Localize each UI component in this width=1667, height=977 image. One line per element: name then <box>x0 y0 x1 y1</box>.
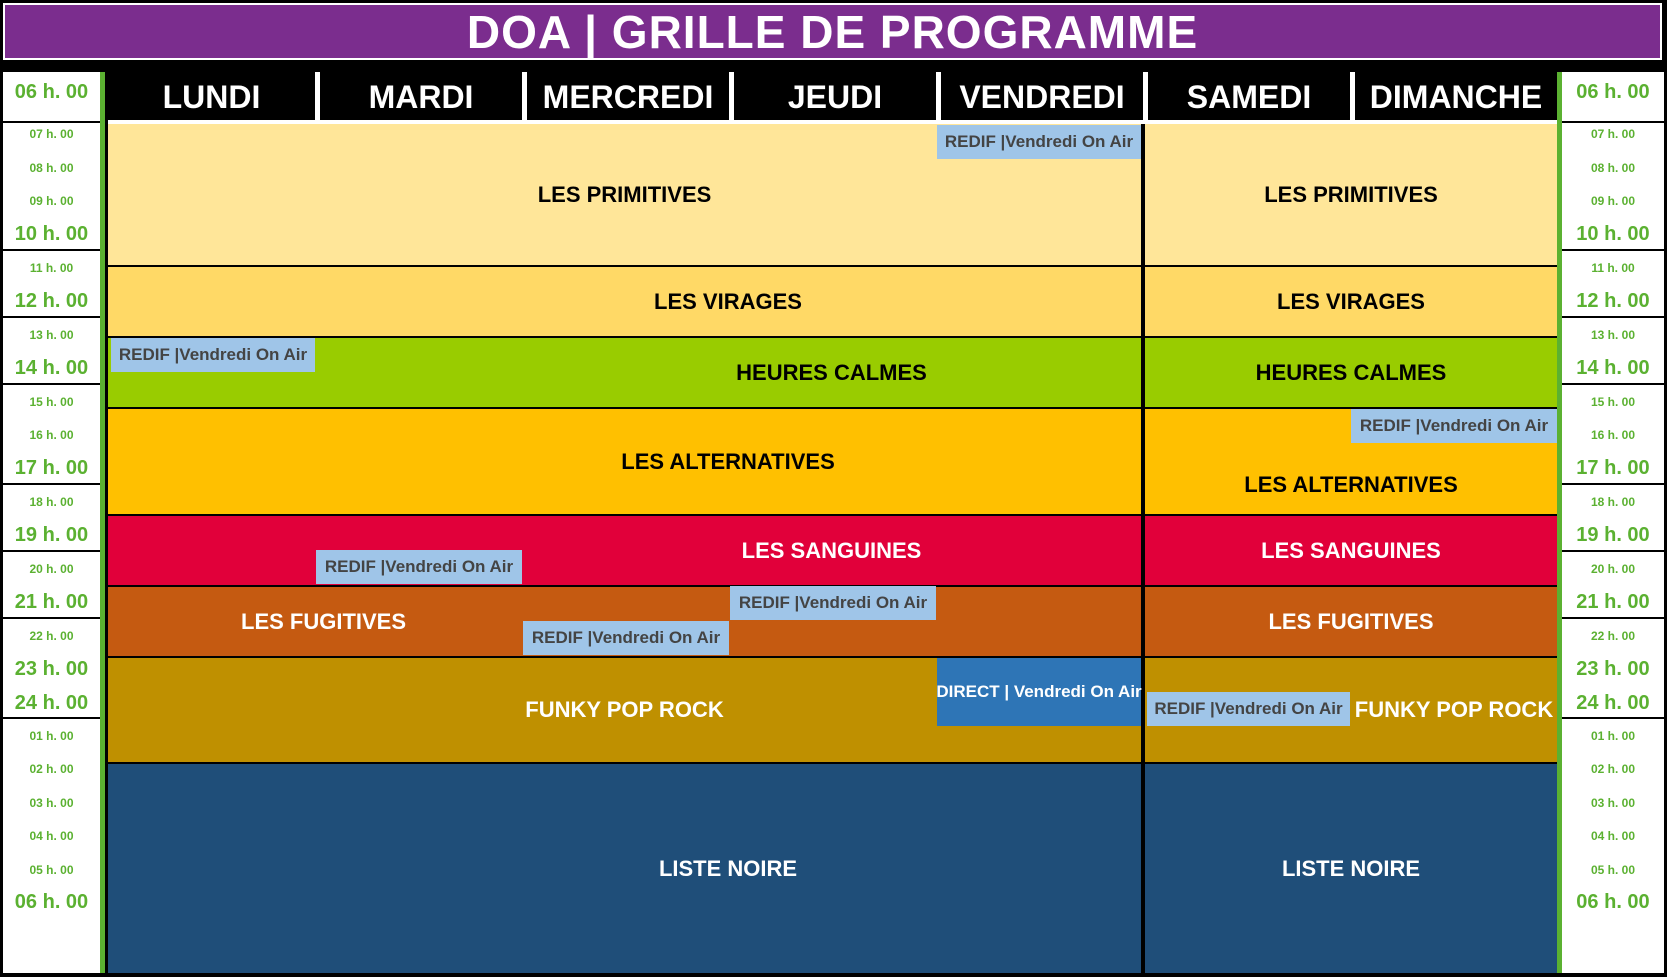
time-label: 17 h. 00 <box>14 457 89 479</box>
time-label: 04 h. 00 <box>29 829 74 843</box>
redif-lundi-13h[interactable] <box>111 338 315 372</box>
time-label: 08 h. 00 <box>1590 161 1636 175</box>
time-label: 19 h. 00 <box>14 524 89 546</box>
program-label: LES FUGITIVES <box>1268 608 1434 634</box>
program-label: FUNKY POP ROCK <box>525 697 724 722</box>
time-label: 10 h. 00 <box>1576 223 1650 245</box>
direct-vendredi-on-air[interactable] <box>937 658 1141 726</box>
time-label: 10 h. 00 <box>14 223 89 245</box>
program-label: HEURES CALMES <box>1255 359 1447 385</box>
time-label: 05 h. 00 <box>1590 863 1636 877</box>
time-label: 18 h. 00 <box>29 495 74 509</box>
time-label: 11 h. 00 <box>1591 261 1635 275</box>
time-label: 15 h. 00 <box>1590 395 1636 409</box>
time-label: 13 h. 00 <box>1590 328 1636 342</box>
redif-label: REDIF |Vendredi On Air <box>738 593 928 612</box>
program-liste-noire-weekend[interactable] <box>1145 764 1557 973</box>
time-divider <box>1562 617 1664 619</box>
program-liste-noire-weekday[interactable] <box>108 764 1141 973</box>
time-label: 16 h. 00 <box>1590 428 1636 442</box>
day-header-label: SAMEDI <box>1186 79 1312 115</box>
program-les-sanguines-weekday[interactable] <box>108 516 1141 587</box>
program-les-primitives-weekend[interactable] <box>1145 124 1557 267</box>
time-label: 18 h. 00 <box>1590 495 1636 509</box>
time-label: 23 h. 00 <box>1576 658 1650 680</box>
day-header-label: LUNDI <box>162 79 261 115</box>
time-label: 03 h. 00 <box>1590 796 1636 810</box>
time-divider <box>3 316 100 318</box>
program-label: HEURES CALMES <box>736 359 927 385</box>
day-header-label: DIMANCHE <box>1369 79 1543 115</box>
time-label: 07 h. 00 <box>1590 127 1636 141</box>
program-label: LES PRIMITIVES <box>537 181 712 207</box>
day-header-mardi <box>320 72 522 123</box>
time-label: 04 h. 00 <box>1590 829 1636 843</box>
time-label: 24 h. 00 <box>1576 692 1650 714</box>
time-divider <box>3 717 100 719</box>
program-label: LES ALTERNATIVES <box>621 448 835 474</box>
time-divider <box>1562 249 1664 251</box>
time-column-left <box>3 72 105 973</box>
time-label: 24 h. 00 <box>14 692 89 714</box>
direct-label: DIRECT | Vendredi On Air <box>936 682 1142 701</box>
time-label: 23 h. 00 <box>14 658 89 680</box>
program-les-virages-weekday[interactable] <box>108 267 1141 338</box>
weekend-separator <box>1141 124 1145 973</box>
program-label: LES SANGUINES <box>1261 537 1441 563</box>
program-label: LES PRIMITIVES <box>1264 181 1438 207</box>
time-label: 07 h. 00 <box>29 127 74 141</box>
day-header-label: MARDI <box>368 79 474 115</box>
time-divider <box>3 483 100 485</box>
day-header-samedi <box>1148 72 1350 123</box>
time-label: 02 h. 00 <box>1590 762 1636 776</box>
time-label: 08 h. 00 <box>29 161 74 175</box>
time-divider <box>1562 717 1664 719</box>
redif-samedi-23h[interactable] <box>1147 692 1350 726</box>
time-label: 01 h. 00 <box>1590 729 1636 743</box>
redif-label: REDIF |Vendredi On Air <box>118 345 308 364</box>
time-divider <box>3 617 100 619</box>
program-les-alternatives-weekday[interactable] <box>108 409 1141 516</box>
day-header-jeudi <box>734 72 936 123</box>
time-label: 20 h. 00 <box>1590 562 1636 576</box>
time-label: 06 h. 00 <box>14 891 89 913</box>
time-label: 21 h. 00 <box>14 591 89 613</box>
time-divider <box>1562 383 1664 385</box>
program-label: LES FUGITIVES <box>241 608 407 634</box>
time-label: 14 h. 00 <box>14 357 89 379</box>
time-label: 12 h. 00 <box>14 290 89 312</box>
redif-mardi-19h[interactable] <box>316 550 522 584</box>
time-divider <box>1562 316 1664 318</box>
program-label: FUNKY POP ROCK <box>1354 697 1554 722</box>
time-label: 09 h. 00 <box>29 194 74 208</box>
time-label: 02 h. 00 <box>29 762 74 776</box>
redif-label: REDIF |Vendredi On Air <box>1359 416 1549 435</box>
time-label: 14 h. 00 <box>1576 357 1650 379</box>
time-label: 22 h. 00 <box>29 629 74 643</box>
redif-label: REDIF |Vendredi On Air <box>944 132 1134 151</box>
time-label: 03 h. 00 <box>29 796 74 810</box>
time-label: 15 h. 00 <box>29 395 74 409</box>
program-label: LISTE NOIRE <box>658 855 798 881</box>
time-label: 11 h. 00 <box>29 261 74 275</box>
time-label: 12 h. 00 <box>1576 290 1650 312</box>
page-title-text: DOA | GRILLE DE PROGRAMME <box>466 5 1199 58</box>
time-label: 05 h. 00 <box>29 863 74 877</box>
program-label: LES VIRAGES <box>1277 288 1425 314</box>
redif-jeudi-20h[interactable] <box>730 586 936 620</box>
time-label: 19 h. 00 <box>1576 524 1650 546</box>
day-header-label: MERCREDI <box>542 79 714 115</box>
redif-label: REDIF |Vendredi On Air <box>1154 699 1343 718</box>
day-header-lundi <box>108 72 315 123</box>
time-label: 06 h. 00 <box>14 81 89 103</box>
time-divider <box>3 249 100 251</box>
redif-vendredi-morning[interactable] <box>937 125 1141 159</box>
redif-dimanche-15h[interactable] <box>1351 409 1557 443</box>
program-heures-calmes-weekend[interactable] <box>1145 338 1557 409</box>
time-column-right <box>1557 72 1664 973</box>
day-header-vendredi <box>941 72 1143 123</box>
time-divider <box>1562 550 1664 552</box>
time-label: 21 h. 00 <box>1576 591 1650 613</box>
page-title <box>3 3 1662 60</box>
time-divider <box>3 550 100 552</box>
time-label: 13 h. 00 <box>29 328 74 342</box>
program-les-fugitives-weekend[interactable] <box>1145 587 1557 658</box>
time-label: 17 h. 00 <box>1576 457 1650 479</box>
time-divider <box>3 383 100 385</box>
program-label: LES VIRAGES <box>654 288 802 314</box>
day-header-label: VENDREDI <box>959 79 1125 115</box>
redif-label: REDIF |Vendredi On Air <box>324 557 514 576</box>
time-label: 09 h. 00 <box>1590 194 1636 208</box>
time-divider <box>1562 121 1664 123</box>
day-header-dimanche <box>1355 72 1557 123</box>
time-label: 22 h. 00 <box>1590 629 1636 643</box>
redif-mercredi-21h[interactable] <box>523 621 729 655</box>
time-label: 20 h. 00 <box>29 562 74 576</box>
time-label: 06 h. 00 <box>1576 891 1650 913</box>
day-header-mercredi <box>527 72 729 123</box>
time-label: 16 h. 00 <box>29 428 74 442</box>
day-header-label: JEUDI <box>787 79 883 115</box>
time-divider <box>1562 483 1664 485</box>
time-label: 06 h. 00 <box>1576 81 1650 103</box>
program-les-virages-weekend[interactable] <box>1145 267 1557 338</box>
time-label: 01 h. 00 <box>29 729 74 743</box>
program-label: LES SANGUINES <box>741 537 922 563</box>
program-label: LISTE NOIRE <box>1281 855 1421 881</box>
program-label: LES ALTERNATIVES <box>1244 472 1458 497</box>
time-divider <box>3 121 100 123</box>
redif-label: REDIF |Vendredi On Air <box>531 628 721 647</box>
program-les-sanguines-weekend[interactable] <box>1145 516 1557 587</box>
